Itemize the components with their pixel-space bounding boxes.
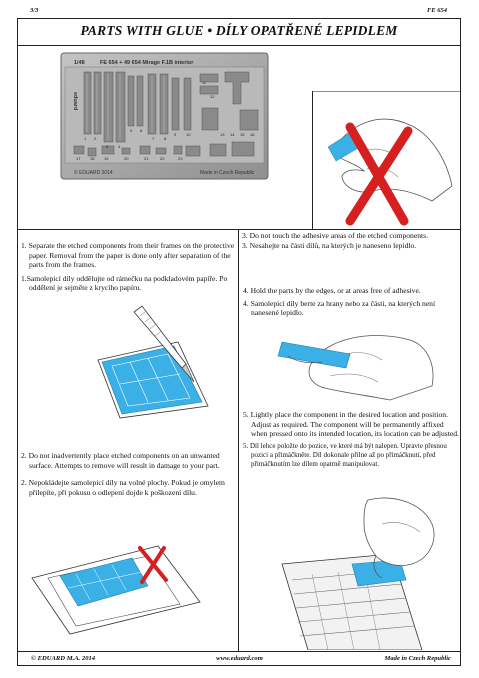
fret-part-number: 22 xyxy=(160,156,165,161)
fret-scale: 1/48 xyxy=(74,60,85,66)
fret-part-number: 18 xyxy=(90,156,95,161)
fret-part-number: 3 xyxy=(106,144,109,149)
step5-cz: 5. Díl lehce položte do pozice, ve které má být nalepen. Upravte přesnou pozici a přimáčkněte. Díl dokonale přilne až po přimáčknutí, před přimáčknutím lze dílem opatrně manipulovat. xyxy=(243,441,447,468)
step4-cz: 4. Samolepicí díly berte za hrany nebo za části, na kterých není nanesené lepidlo. xyxy=(243,298,436,318)
step5-text xyxy=(243,410,459,469)
fret-part-number: 4 xyxy=(118,144,121,149)
fret-illustration xyxy=(60,52,270,182)
step2-en: 2. Do not inadvertently place etched components on an unwanted surface. Attempts to remove will result in damage to your part. xyxy=(21,451,220,470)
title-divider xyxy=(17,45,461,46)
step3-cz: 3. Nesahejte na části dílů, na kterých je naneseno lepidlo. xyxy=(242,240,417,250)
step4-illustration xyxy=(270,326,440,404)
footer-copyright: © EDUARD M.A. 2014 xyxy=(31,655,96,662)
fret-part-number: 6 xyxy=(140,128,143,133)
fret-part-number: 5 xyxy=(130,128,133,133)
step1-cz: 1.Samolepicí díly oddělujte od rámečku na podkladovém papíře. Po oddělení je sejměte z krycího papíru. xyxy=(21,273,228,293)
fret-part-number: 21 xyxy=(144,156,149,161)
step1-illustration xyxy=(90,302,220,420)
step5-en: 5. Lightly place the component in the desired location and position. Adjust as required. The component will be permanently affixed when pressed onto its intended location, its location can be adjusted. xyxy=(243,410,459,439)
step2-text xyxy=(21,451,235,497)
fret-part-number: 17 xyxy=(76,156,81,161)
fret-part-number: 12 xyxy=(210,94,215,99)
fret-part-number: 1 xyxy=(84,136,87,141)
fret-part-number: 9 xyxy=(174,132,177,137)
no-touch-illustration xyxy=(312,91,461,229)
step3-en: 3. Do not touch the adhesive areas of the etched components. xyxy=(242,231,428,240)
fret-part-number: 23 xyxy=(178,156,183,161)
footer-website: www.eduard.com xyxy=(216,655,263,662)
fret-part-number: 10 xyxy=(186,132,191,137)
page-number: 3/3 xyxy=(30,7,39,14)
step4-en: 4. Hold the parts by the edges, or at areas free of adhesive. xyxy=(243,286,421,295)
fret-part-number: 13 xyxy=(220,132,225,137)
page-title: PARTS WITH GLUE • DÍLY OPATŘENÉ LEPIDLEM xyxy=(80,23,398,38)
fret-part-number: 2 xyxy=(94,136,97,141)
step2-cz: 2. Nepokládejte samolepicí díly na volné plochy. Pokud je omylem přilepíte, při pokusu o odlepení dojde k poškození dílu. xyxy=(21,478,225,497)
footer-made-in: Made in Czech Republic xyxy=(384,655,451,662)
column-divider xyxy=(238,229,239,651)
fret-part-number: 7 xyxy=(152,136,155,141)
section-divider-1 xyxy=(17,229,461,230)
fret-part-number: 11 xyxy=(202,80,207,85)
fret-made-in: Made in Czech Republic xyxy=(200,170,255,176)
step3-text xyxy=(242,231,458,250)
fret-brand: eduard xyxy=(72,92,78,111)
step4-text xyxy=(243,286,458,318)
product-code: FE 654 xyxy=(426,7,447,14)
fret-part-number: 15 xyxy=(240,132,245,137)
fret-part-number: 16 xyxy=(250,132,255,137)
step5-illustration xyxy=(272,494,442,650)
step1-en: 1. Separate the etched components from their frames on the protective paper. Removal from the paper is done only after separation of the parts from the frames. xyxy=(21,241,235,270)
fret-copyright: © EDUARD 2014 xyxy=(74,170,113,176)
fret-part-number: 8 xyxy=(164,136,167,141)
step2-illustration xyxy=(30,528,202,636)
fret-label: FE 654 + 49 654 Mirage F.1B interior xyxy=(100,60,194,66)
footer-divider xyxy=(17,651,461,652)
fret-part-number: 19 xyxy=(104,156,109,161)
step1-text xyxy=(21,241,235,293)
fret-part-number: 20 xyxy=(124,156,129,161)
fret-part-number: 14 xyxy=(230,132,235,137)
